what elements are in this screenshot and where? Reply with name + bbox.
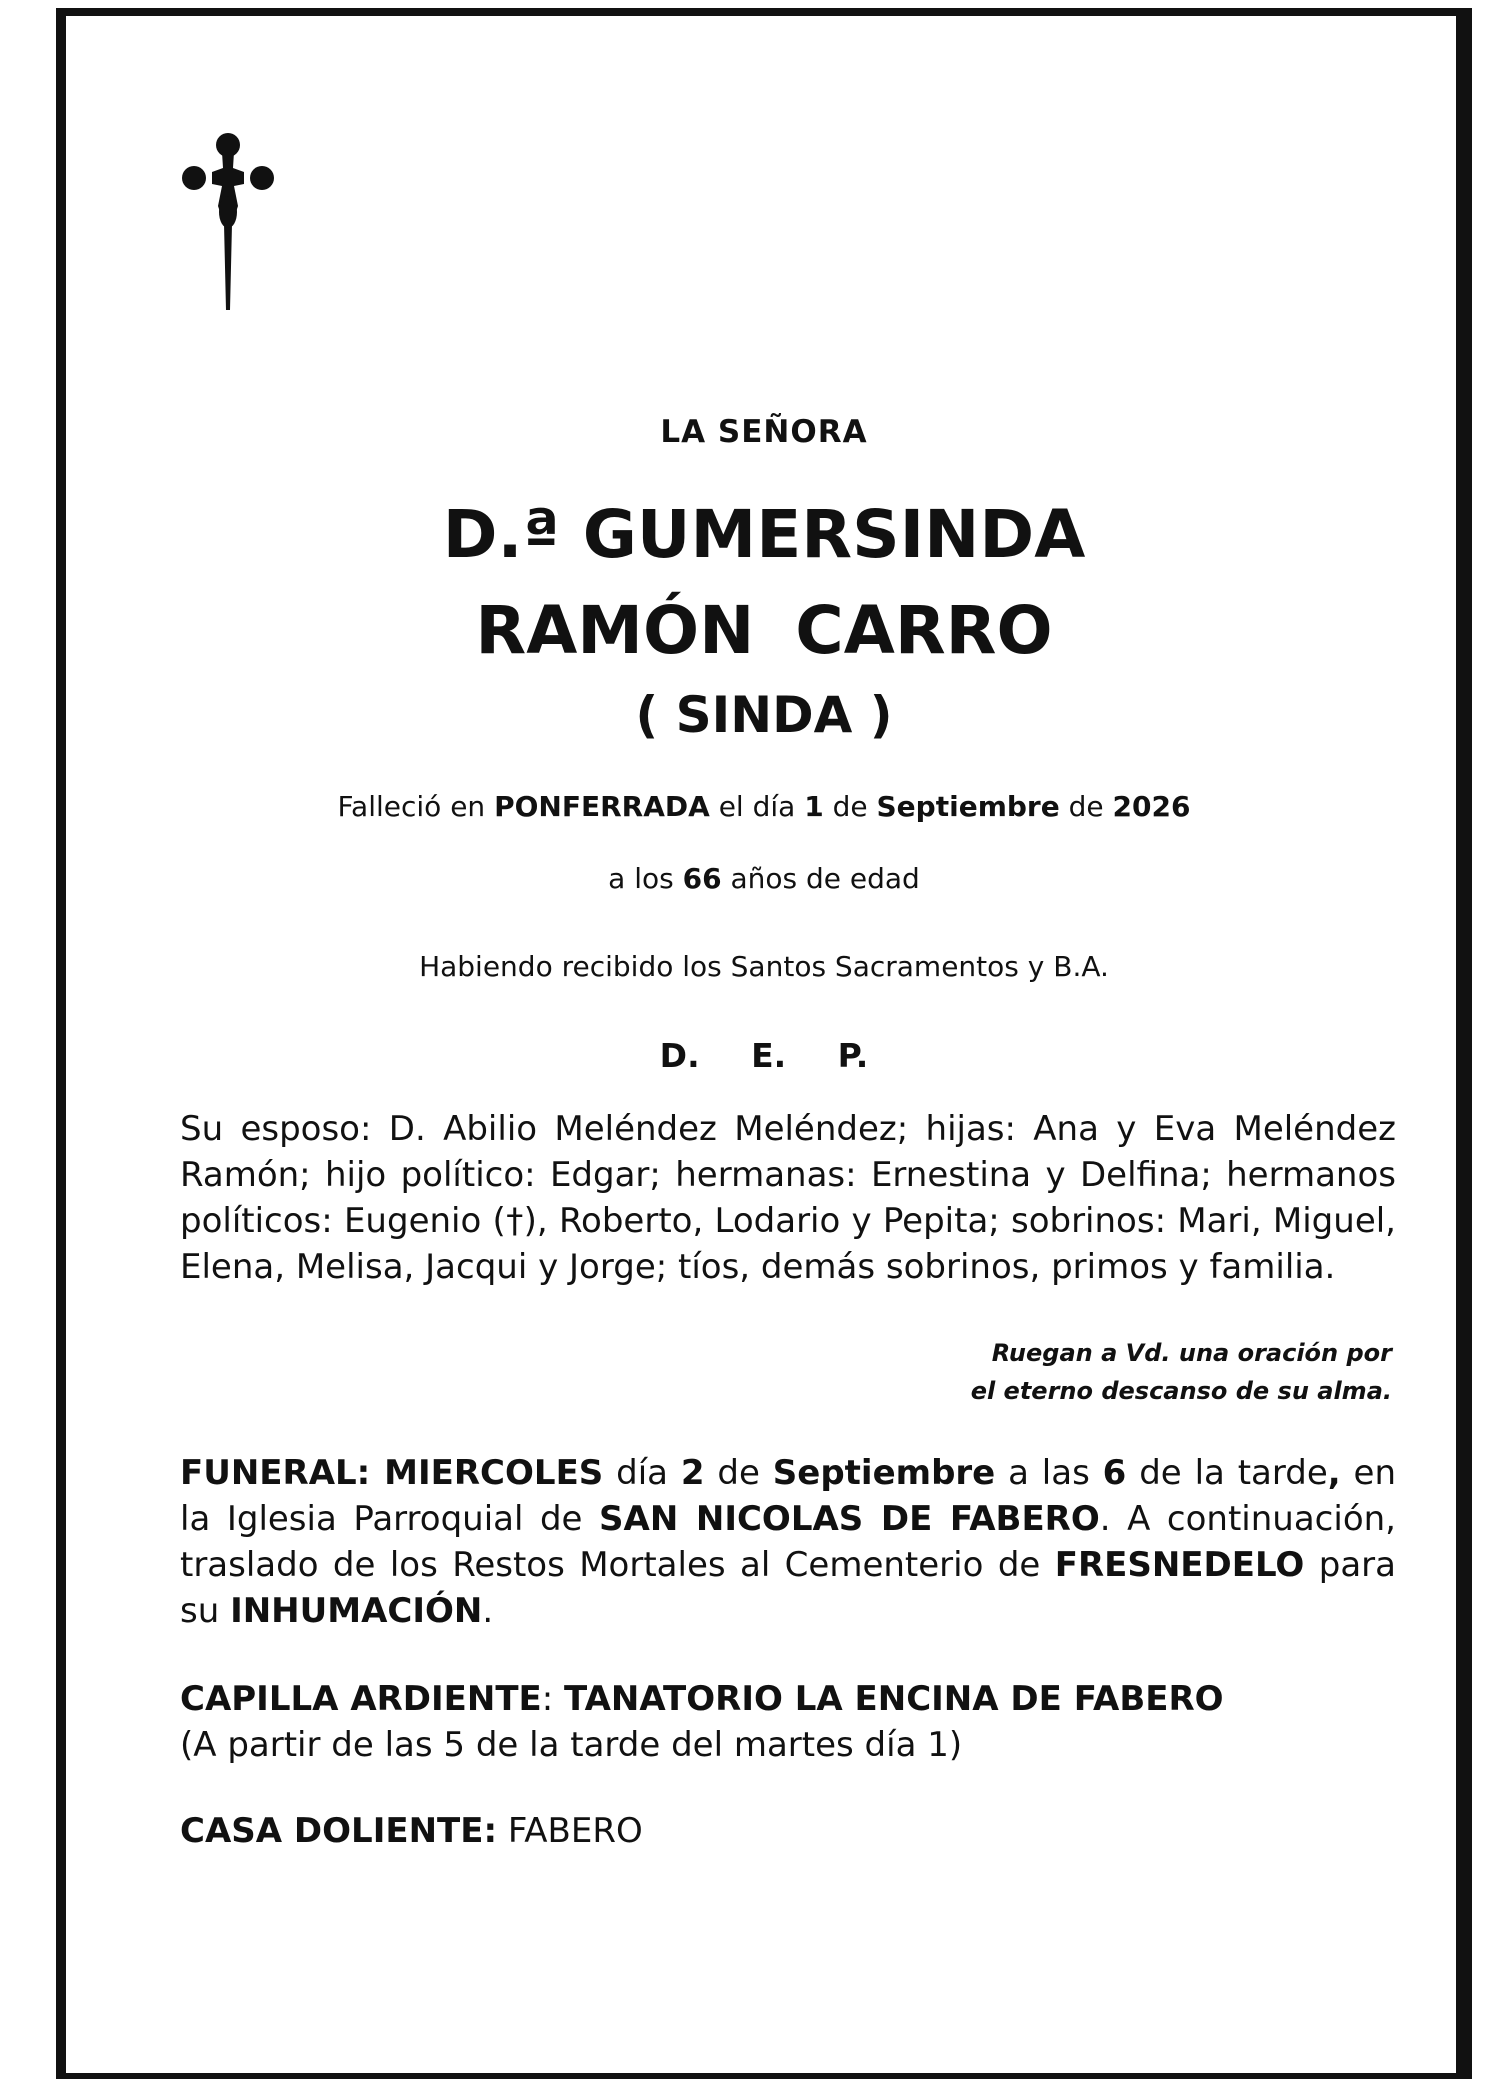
age-text: a los — [608, 862, 683, 895]
funeral-day: 2 — [680, 1453, 705, 1493]
death-details — [56, 790, 1472, 823]
prayer-line1: Ruegan a Vd. una oración por — [991, 1339, 1392, 1367]
funeral-text: de — [704, 1453, 773, 1493]
chapel-place: TANATORIO LA ENCINA DE FABERO — [564, 1679, 1224, 1719]
chapel-heading — [180, 1676, 1396, 1722]
prayer-request — [971, 1334, 1392, 1410]
funeral-church: SAN NICOLAS DE FABERO — [599, 1499, 1100, 1539]
mourning-house-place: FABERO — [497, 1811, 643, 1851]
family-paragraph: Su esposo: D. Abilio Meléndez Meléndez; hijas: Ana y Eva Meléndez Ramón; hijo político: Edgar; hermanas: Ernestina y Delfina; hermanos políticos: Eugenio (†), Roberto, Lodario y Pepita; sobrinos: Mari, Miguel, Elena, Melisa, Jacqui y Jorge; tíos, demás sobrinos, primos y familia. — [180, 1109, 1396, 1287]
age-text: años de edad — [721, 862, 920, 895]
funeral-text: en la Iglesia Parroquial de — [180, 1453, 1397, 1539]
deceased-nickname: ( SINDA ) — [635, 686, 893, 744]
deceased-name-line2: RAMÓN CARRO — [475, 592, 1053, 669]
cross-icon — [178, 132, 278, 310]
funeral-text: día — [603, 1453, 681, 1493]
deceased-name-line1: D.ª GUMERSINDA — [442, 496, 1086, 573]
title-la-senora: LA SEÑORA — [660, 414, 868, 450]
funeral-text: para su — [180, 1545, 1396, 1631]
funeral-text: . — [482, 1591, 494, 1631]
funeral-comma: , — [1327, 1453, 1341, 1493]
funeral-text: de la tarde — [1126, 1453, 1328, 1493]
dep-line: D. E. P. — [659, 1036, 869, 1075]
death-place: PONFERRADA — [494, 790, 710, 823]
funeral-burial: INHUMACIÓN — [230, 1591, 483, 1631]
death-text: el día — [709, 790, 805, 823]
chapel-label: CAPILLA ARDIENTE — [180, 1679, 542, 1719]
funeral-text: a las — [995, 1453, 1103, 1493]
funeral-hour: 6 — [1102, 1453, 1127, 1493]
funeral-cemetery: FRESNEDELO — [1054, 1545, 1305, 1585]
funeral-text: . A continuación, traslado de los Restos Mortales al Cementerio de — [180, 1499, 1396, 1585]
death-text: Falleció en — [337, 790, 495, 823]
chapel-note: (A partir de las 5 de la tarde del martes día 1) — [180, 1725, 963, 1765]
death-year: 2026 — [1112, 790, 1191, 823]
death-day: 1 — [804, 790, 824, 823]
funeral-paragraph — [180, 1450, 1396, 1634]
age-value: 66 — [682, 862, 722, 895]
chapel-colon: : — [541, 1679, 565, 1719]
mourning-house-label: CASA DOLIENTE: — [180, 1811, 498, 1851]
prayer-line2: el eterno descanso de su alma. — [970, 1377, 1392, 1405]
funeral-month: Septiembre — [772, 1453, 996, 1493]
chapel-section — [180, 1676, 1396, 1768]
death-month: Septiembre — [876, 790, 1060, 823]
death-text: de — [823, 790, 877, 823]
death-text: de — [1059, 790, 1113, 823]
sacraments-line: Habiendo recibido los Santos Sacramentos y B.A. — [419, 950, 1109, 983]
age-details — [56, 862, 1472, 895]
mourning-house — [180, 1808, 1396, 1854]
funeral-label: FUNERAL: MIERCOLES — [180, 1453, 604, 1493]
